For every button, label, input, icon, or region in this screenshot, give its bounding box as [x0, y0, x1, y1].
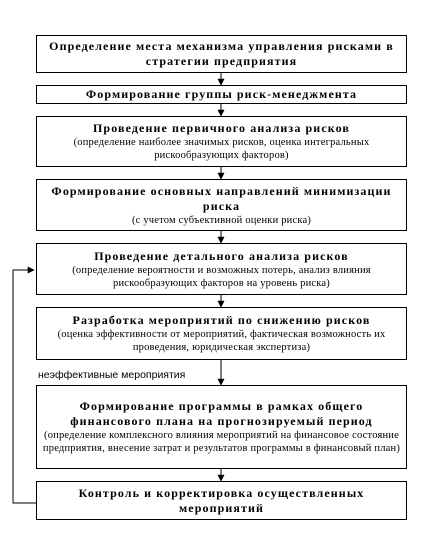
step-title: Формирование основных направлений минимизации риска: [51, 183, 392, 213]
step-title: Определение места механизма управления рисками в стратегии предприятия: [49, 39, 394, 68]
step-title: Разработка мероприятий по снижению рисков: [72, 313, 371, 327]
step-note: (оценка эффективности от мероприятий, фактическая возможность их проведения, юридическая экспертиза): [57, 329, 386, 353]
step-box-4: [36, 179, 407, 231]
step-box-3: [36, 116, 407, 167]
step-title: Контроль и корректировка осуществленных мероприятий: [78, 485, 365, 515]
step-note: (с учетом субъективной оценки риска): [131, 214, 312, 226]
step-box-5: [36, 243, 407, 295]
step-note: (определение комплексного влияния мероприятий на финансовое состояние предприятия, внесение затрат и результатов программы в финансовый план): [42, 430, 401, 454]
step-box-6: [36, 307, 407, 360]
step-title: Проведение первичного анализа рисков: [93, 121, 350, 135]
step-box-1: [36, 35, 407, 73]
step-box-8: [36, 481, 407, 520]
step-title: Формирование программы в рамках общего финансового плана на прогнозируемый период: [70, 399, 373, 428]
feedback-label: неэффективные мероприятия: [38, 369, 186, 381]
step-box-2: [36, 85, 407, 104]
step-title: Проведение детального анализа рисков: [94, 248, 349, 263]
feedback-loop-line: [13, 270, 36, 503]
step-note: (определение вероятности и возможных потерь, анализ влияния рискообразующих факторов на уровень риска): [72, 264, 371, 289]
step-box-7: [36, 385, 407, 469]
step-note: (определение наиболее значимых рисков, оценка интегральных рискообразующих факторов): [73, 137, 370, 161]
step-title: Формирование группы риск-менеджмента: [85, 87, 358, 101]
